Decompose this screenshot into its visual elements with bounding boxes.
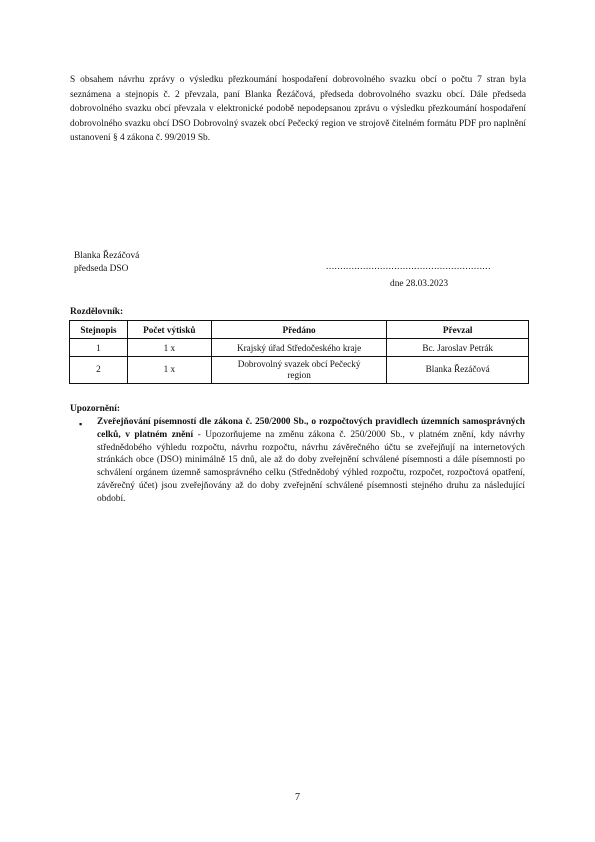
distribution-title: Rozdělovník: [70, 307, 124, 317]
intro-paragraph: S obsahem návrhu zprávy o výsledku přezkoumání hospodaření dobrovolného svazku obcí o počtu 7 stran byla seznámena a stejnopis č. 2 převzala, paní Blanka Řezáčová, předseda dobrovolného svazku obcí. Dále předseda dobrovolného svazku obcí převzala v elektronické podobě nepodepsanou zprávu o výsledku přezkoumání hospodaření dobrovolného svazku obcí DSO Dobrovolný svazek obcí Pečecký region ve strojově čitelném formátu PDF pro naplnění ustanovení § 4 zákona č. 99/2019 Sb. [70, 75, 526, 144]
signature-date: dne 28.03.2023 [390, 279, 449, 289]
cell-prevzal: Bc. Jaroslav Petrák [387, 339, 529, 357]
cell-prevzal: Blanka Řezáčová [387, 357, 529, 384]
cell-predano: Dobrovolný svazek obcí Pečecký region [211, 357, 387, 384]
bullet-icon: ▪ [79, 419, 83, 429]
warning-bold-text: Zveřejňování písemností dle zákona č. 250/2000 Sb., o rozpočtových pravidlech územních samosprávných celků, v platném znění [97, 417, 525, 440]
header-stejnopis: Stejnopis [70, 321, 128, 339]
header-pocet-vytisku: Počet výtisků [127, 321, 211, 339]
signer-name: Blanka Řezáčová [74, 251, 140, 261]
cell-predano: Krajský úřad Středočeského kraje [211, 339, 387, 357]
distribution-table [69, 320, 529, 384]
warning-paragraph [97, 416, 525, 506]
table-header-row [70, 321, 529, 339]
cell-stejnopis: 1 [70, 339, 128, 357]
cell-pocet: 1 x [127, 357, 211, 384]
signer-block [74, 250, 139, 275]
header-prevzal: Převzal [387, 321, 529, 339]
page-number: 7 [295, 792, 300, 803]
table-row [70, 357, 529, 384]
warning-text: - Upozorňujeme na změnu zákona č. 250/2000 Sb., v platném znění, kdy návrhy střednědobého výhledu rozpočtu, návrhu rozpočtu, návrhu závěrečného účtu se zveřejňují na internetových stránkách obce (DSO) minimálně 15 dnů, ale až do doby zveřejnění schválené písemnosti a dále písemnosti po schválení orgánem územně samosprávného celku (Střednědobý výhled rozpočtu, rozpočet, rozpočtová opatření, závěrečný účet) jsou zveřejňovány až do doby zveřejnění schválené písemnosti stejného druhu za následující období. [97, 429, 525, 504]
cell-stejnopis: 2 [70, 357, 128, 384]
signature-line: .......................................................... [326, 262, 491, 272]
header-predano: Předáno [211, 321, 387, 339]
cell-pocet: 1 x [127, 339, 211, 357]
signer-role: předseda DSO [74, 263, 129, 274]
table-row [70, 339, 529, 357]
warning-title: Upozornění: [70, 404, 120, 414]
